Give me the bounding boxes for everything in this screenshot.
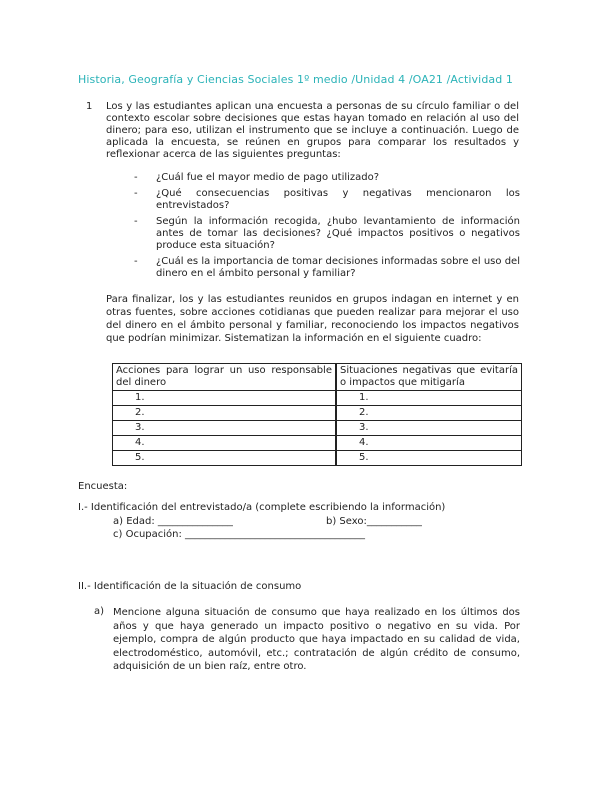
table-row bbox=[113, 421, 522, 436]
page-header: Historia, Geografía y Ciencias Sociales 1º medio /Unidad 4 /OA21 /Actividad 1 bbox=[78, 73, 514, 86]
table-header-row bbox=[113, 364, 522, 391]
age-field: a) Edad: _______________ bbox=[113, 516, 233, 527]
occupation-field: c) Ocupación: ____________________________________ bbox=[113, 529, 366, 540]
activity-number: 1 bbox=[86, 101, 93, 112]
actions-table bbox=[112, 363, 522, 466]
question-text: ¿Cuál fue el mayor medio de pago utilizado? bbox=[156, 172, 380, 183]
bullet-dash: - bbox=[134, 188, 138, 199]
question-text: ¿Cuál es la importancia de tomar decisiones informadas sobre el uso del dinero en el ámbito personal y familiar? bbox=[156, 256, 520, 279]
survey-title: Encuesta: bbox=[78, 481, 128, 492]
question-text: ¿Qué consecuencias positivas y negativas mencionaron los entrevistados? bbox=[156, 188, 520, 211]
table-row bbox=[113, 391, 522, 406]
question-list bbox=[134, 172, 520, 284]
table-cell: 2. bbox=[336, 406, 522, 421]
item-a-label: a) bbox=[94, 606, 105, 617]
table-cell: 3. bbox=[113, 421, 337, 436]
table-cell: 3. bbox=[336, 421, 522, 436]
table-row bbox=[113, 436, 522, 451]
activity-intro: Los y las estudiantes aplican una encuesta a personas de su círculo familiar o del contexto escolar sobre decisiones que estas hayan tomado en relación al uso del dinero; para eso, utilizan el instrumento que se incluye a continuación. Luego de aplicada la encuesta, se reúnen en grupos para comparar los resultados y reflexionar acerca de las siguientes preguntas: bbox=[106, 101, 519, 160]
section2-title: II.- Identificación de la situación de consumo bbox=[78, 581, 302, 592]
table-cell: 5. bbox=[336, 451, 522, 466]
table-cell: 2. bbox=[113, 406, 337, 421]
table-cell: 1. bbox=[113, 391, 337, 406]
question-text: Según la información recogida, ¿hubo levantamiento de información antes de tomar las decisiones? ¿Qué impactos positivos o negativos produce esta situación? bbox=[156, 216, 520, 251]
table-header-actions: Acciones para lograr un uso responsable del dinero bbox=[113, 364, 337, 391]
table-cell: 5. bbox=[113, 451, 337, 466]
table-cell: 4. bbox=[336, 436, 522, 451]
sex-field: b) Sexo:___________ bbox=[326, 516, 422, 527]
table-header-situations: Situaciones negativas que evitaría o impactos que mitigaría bbox=[336, 364, 522, 391]
table-row bbox=[113, 451, 522, 466]
list-item bbox=[134, 256, 520, 280]
table-cell: 1. bbox=[336, 391, 522, 406]
list-item bbox=[134, 188, 520, 212]
section1-title: I.- Identificación del entrevistado/a (complete escribiendo la información) bbox=[78, 502, 446, 513]
bullet-dash: - bbox=[134, 256, 138, 267]
list-item bbox=[134, 172, 520, 184]
bullet-dash: - bbox=[134, 172, 138, 183]
list-item bbox=[134, 216, 520, 252]
activity-closing: Para finalizar, los y las estudiantes reunidos en grupos indagan en internet y en otras fuentes, sobre acciones cotidianas que pueden realizar para mejorar el uso del dinero en el ámbito personal y familiar, reconociendo los impactos negativos que podrían minimizar. Sistematizan la información en el siguiente cuadro: bbox=[106, 294, 519, 344]
table-row bbox=[113, 406, 522, 421]
bullet-dash: - bbox=[134, 216, 138, 227]
item-a-text: Mencione alguna situación de consumo que haya realizado en los últimos dos años y que haya generado un impacto positivo o negativo en su vida. Por ejemplo, compra de algún producto que haya impactado en su calidad de vida, electrodoméstico, automóvil, etc.; contratación de algún crédito de consumo, adquisición de un bien raíz, entre otro. bbox=[113, 607, 520, 672]
table-cell: 4. bbox=[113, 436, 337, 451]
